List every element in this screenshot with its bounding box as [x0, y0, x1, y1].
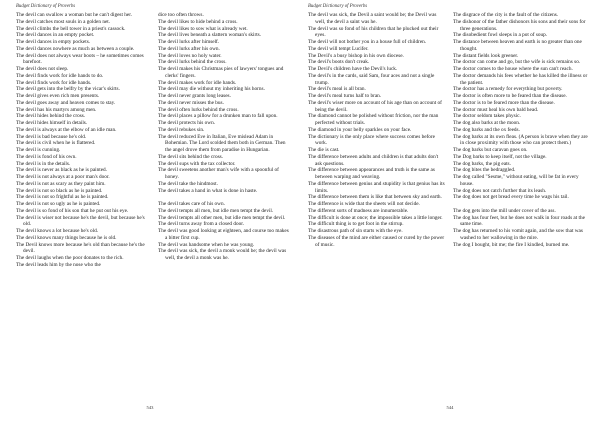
proverb-entry: The devil will tempt Lucifer. — [308, 45, 369, 52]
proverb-entry: The devil places a pillow for a drunken man to fall upon. — [158, 113, 278, 120]
proverb-entry: The doctor must heal his own bald head. — [453, 106, 539, 113]
proverb-entry: The devil loves no holy water. — [158, 52, 222, 59]
proverb-entry: The diseases of the mind are either caused or cured by the power of music. — [308, 234, 445, 248]
proverb-entry: The devil laughs when the poor donates to the rich. — [16, 255, 124, 261]
proverb-entry: The devil was handsome when he was young. — [158, 241, 255, 248]
proverb-entry: The devil catches most souls in a golden net. — [16, 18, 111, 25]
proverb-entry: The devil is in the details. — [16, 160, 71, 167]
proverb-entry: The devil is not always at a poor man's door. — [16, 174, 110, 180]
proverb-entry: The devil is so fond of his son that he put out his eye. — [16, 207, 129, 214]
proverb-entry: The devil can swallow a woman but he can't digest her. — [16, 12, 132, 18]
right-page-column-1 — [308, 12, 445, 248]
proverb-entry: The devil is not so black as he is painted. — [16, 187, 103, 194]
proverb-entry: The devil's in the cards, said Sam, four aces and not a single trump. — [308, 72, 435, 86]
proverb-entry: The dog does not get bread every time he wags his tail. — [453, 194, 569, 201]
proverb-entry: The devil lurks after his own. — [158, 45, 220, 52]
proverb-entry: The doctor seldom takes physic. — [453, 113, 521, 120]
proverb-entry: The doctor comes to the house where the sun can't reach. — [453, 66, 573, 72]
proverb-entry: The devil is not so ugly as he is painted. — [16, 201, 101, 207]
left-page-column-2 — [158, 12, 292, 269]
proverb-entry: The devil is bad because he's old. — [16, 133, 87, 140]
proverb-entry: The devil reduced Eve in Italian, Eve mislead Adam in Bohemian. The Lord scolded them both in German. Then the angel drove them from paradise in Hungarian. — [158, 133, 286, 153]
proverb-entry: The devil leads him by the nose who the — [16, 261, 101, 268]
proverb-entry: The doctor has a remedy for everything but poverty. — [453, 86, 563, 93]
proverb-entry: The devil makes work for idle hands. — [158, 79, 237, 86]
proverb-entry: The devil finds work for idle hands. — [16, 79, 92, 86]
proverb-entry: The dog gets into the mill under cover of the ass. — [453, 207, 556, 214]
proverb-entry: The devil takes a hand in what is done in haste. — [158, 187, 258, 194]
proverb-entry: The devil protects his own. — [158, 120, 216, 126]
proverb-entry: The doctor demands his fees whether he has killed the illness or the patient. — [453, 72, 588, 86]
proverb-entry: The devil is civil when he is flattered. — [16, 140, 96, 147]
proverb-entry: The disgrace of the city is the fault of the citizens. — [453, 12, 559, 18]
proverb-entry: The devil never grants long leases. — [158, 93, 231, 99]
proverb-entry: The disastrous path of sin starts with the eye. — [308, 228, 403, 234]
proverb-entry: The diamond in your belly sparkles on your face. — [308, 126, 412, 133]
proverb-entry: The dog barks, the pig eats. — [453, 160, 511, 167]
proverb-entry: The dictionary is the only place where success comes before work. — [308, 133, 435, 147]
proverb-entry: The devil's wiser more on account of his age than on account of being the devil. — [308, 99, 442, 113]
proverb-entry: The dog does not catch further that its leash. — [453, 187, 547, 194]
proverb-entry: The different sorts of madness are innumerable. — [308, 207, 409, 214]
proverb-entry: The devil was good looking at eighteen, and course too makes a bitter first cup. — [158, 228, 289, 241]
proverb-entry: The distance between heaven and earth is no greater than one thought. — [453, 39, 582, 52]
proverb-entry: The difference between adults and children is that adults don't ask questions. — [308, 153, 439, 167]
proverb-entry: The disobedient fowl sleeps in a pot of soup. — [453, 32, 548, 39]
proverb-entry: The devil never misses the bus. — [158, 99, 224, 106]
proverb-entry: The devil is wiser not because he's the devil, but because he's old. — [16, 214, 145, 228]
running-head-right: Budget Dictionary of Proverbs — [308, 4, 368, 9]
right-page-columns — [308, 12, 590, 248]
proverb-entry: The devil hides himself in details. — [16, 120, 88, 126]
proverb-entry: The devil does not sleep. — [16, 66, 69, 72]
proverb-entry: The dog I bought, bit me; the fire I kindled, burned me. — [453, 241, 570, 248]
proverb-entry: The devil has his martyrs among men. — [16, 106, 97, 113]
running-head-left: Budget Dictionary of Proverbs — [16, 4, 76, 9]
left-page-columns — [16, 12, 292, 269]
proverb-entry: The devil is fond of his own. — [16, 153, 77, 160]
proverb-entry: The devil turns away from a closed door. — [158, 221, 245, 228]
proverb-entry: The dog barks but caravan goes on. — [453, 147, 528, 153]
proverb-entry: The devil is cunning. — [16, 147, 61, 153]
proverb-entry: The dog also barks at the moon. — [453, 120, 521, 126]
proverb-entry: The devil is not so frightful as he is painted. — [16, 194, 109, 201]
proverb-entry: The devil sweetens another man's wife with a spoonful of honey. — [158, 167, 279, 180]
proverb-entry: The difference is wide that the sheets will not decide. — [308, 201, 420, 207]
proverb-entry: The devil was sick, the Devil a saint would be; the Devil was well, the devil a saint was he. — [308, 12, 437, 25]
proverb-entry: dice too often throws. — [158, 12, 204, 18]
proverb-entry: The dog called "Sesme," without eating, will be fat in every house. — [453, 174, 579, 187]
proverb-entry: The devil gives even rich men presents. — [16, 93, 100, 99]
proverb-entry: The devil was so fond of his children that he plucked out their eyes. — [308, 25, 439, 39]
proverb-entry: The devil sups with the tax collector. — [158, 160, 236, 167]
proverb-entry: The devil was sick, the devil a monk would be; the devil was well, the devil a monk was he. — [158, 248, 287, 261]
proverb-entry: The devil lurks after himself. — [158, 39, 220, 45]
proverb-entry: The devil is not as scary as they paint him. — [16, 180, 106, 187]
proverb-entry: The devil finds work for idle hands to do. — [16, 72, 104, 79]
proverb-entry: The devil sits behind the cross. — [158, 153, 224, 160]
proverb-entry: The devil is always at the elbow of an idle man. — [16, 126, 117, 133]
proverb-entry: The doctor can come and go, but the wife is sick remains so. — [453, 59, 581, 66]
proverb-entry: The devil tempts all other men, but idle men tempt the devil. — [158, 214, 286, 221]
proverb-entry: The Devil knows more because he's old than because he's the devil. — [16, 241, 145, 255]
proverb-entry: The devil rebukes sin. — [158, 126, 205, 133]
proverb-entry — [158, 194, 292, 201]
proverb-entry: The difference between them is like that between sky and earth. — [308, 194, 442, 201]
proverb-entry: The devil's meal turns half to bran. — [308, 93, 382, 99]
proverb-entry: The doctor is often more to be feared than the disease. — [453, 93, 567, 99]
right-page — [300, 0, 600, 424]
proverb-entry: The devil take the hindmost. — [158, 180, 218, 187]
proverb-entry: The difficult thing is to get foot in the stirrup. — [308, 221, 404, 228]
proverb-entry: The distant fields look greener. — [453, 52, 519, 59]
proverb-entry: The difference between appearances and truth is the same as between warping and weaving. — [308, 167, 435, 180]
proverb-entry: The devil tempts all men, but idle men tempt the devil. — [158, 207, 274, 214]
proverb-entry: The difference between genius and stupidity is that genius has its limits. — [308, 180, 445, 194]
proverb-entry: The devil does not always wear boots – he sometimes comes barefoot. — [16, 52, 144, 66]
proverb-entry: The devil likes to hide behind a cross. — [158, 18, 238, 25]
proverb-entry: The devil likes to sow what is already wet. — [158, 25, 248, 32]
proverb-entry: The dog has four feet, but he does not walk in four roads at the same time. — [453, 214, 585, 228]
proverb-entry: The devil knows a lot because he's old. — [16, 228, 99, 234]
proverb-entry: The devil takes care of his own. — [158, 201, 225, 207]
right-page-column-2 — [453, 12, 590, 248]
page-number-right: 544 — [446, 405, 454, 410]
proverb-entry: The devil hides behind the cross. — [16, 113, 86, 120]
proverb-entry: The devil gets into the belfry by the vicar's skirts. — [16, 86, 120, 93]
proverb-entry: The doctor is to be feared more than the disease. — [453, 99, 555, 106]
proverb-entry: The Dog barks to keep itself, not the village. — [453, 153, 547, 160]
proverb-entry: The dog barks at its own fleas. (A person is brave when they are in close proximity with those who can protect them.) — [453, 133, 588, 147]
proverb-entry: The dog barks and the ox feeds. — [453, 126, 520, 133]
proverb-entry: The devil dances in empty pockets. — [16, 39, 91, 45]
proverb-entry: The devil often lurks behind the cross. — [158, 106, 239, 113]
proverb-entry: The Devil's children have the Devil's luck. — [308, 66, 398, 72]
proverb-entry: The dog bites the bedraggled. — [453, 167, 516, 174]
proverb-entry — [453, 201, 590, 208]
page-number-left: 543 — [146, 405, 154, 410]
proverb-entry: The devil's boots don't creak. — [308, 59, 370, 66]
proverb-entry: The devil's meal is all bran. — [308, 86, 366, 93]
proverb-entry: The devil lives beneath a slattern woman's skirts. — [158, 32, 262, 39]
proverb-entry: The devil is never as black as he is painted. — [16, 167, 107, 174]
proverb-entry: The devil makes his Christmas pies of lawyers' tongues and clerks' fingers. — [158, 66, 284, 79]
proverb-entry: The Devil's a busy bishop in his own diocese. — [308, 52, 404, 59]
proverb-entry: The difficult is done at once; the impossible takes a little longer. — [308, 214, 443, 221]
proverb-entry: The devil may die without my inheriting his horns. — [158, 86, 265, 93]
proverb-entry: The dog has returned to his vomit again, and the sow that was washed to her wallowing in the mire. — [453, 228, 583, 241]
proverb-entry: The devil lurks behind the cross. — [158, 59, 227, 66]
proverb-entry: The devil dances in an empty pocket. — [16, 32, 95, 39]
proverb-entry: The devil climbs the bell tower in a priest's cassock. — [16, 25, 126, 32]
proverb-entry: The devil goes away and heaven comes to stay. — [16, 99, 116, 106]
left-page-column-1 — [16, 12, 150, 269]
proverb-entry: The dishonor of the father dishonors his sons and their sons for three generations. — [453, 18, 586, 32]
proverb-entry: The die is cast. — [308, 147, 340, 153]
proverb-entry: The devil will not bother you in a house full of children. — [308, 39, 427, 45]
proverb-entry: The diamond cannot be polished without friction, nor the man perfected without trials. — [308, 113, 439, 126]
proverb-entry: The devil knows many things because he is old. — [16, 234, 117, 241]
proverb-entry: The devil dances nowhere as much as between a couple. — [16, 45, 135, 52]
